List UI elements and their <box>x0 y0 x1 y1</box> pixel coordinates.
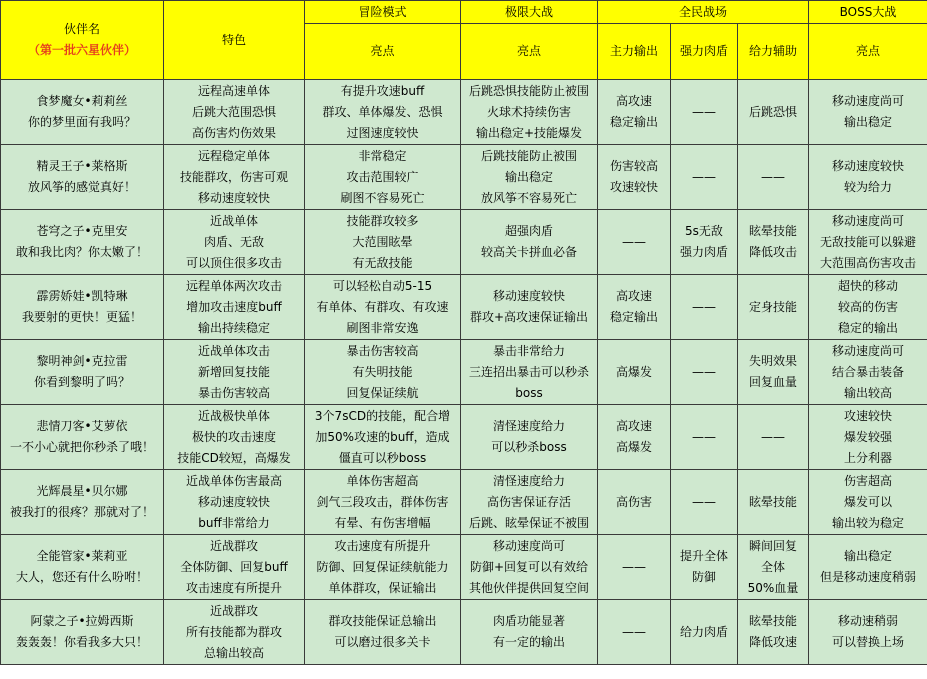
cell-line: —— <box>692 299 716 314</box>
cell-line: 高伤害 <box>615 494 652 509</box>
cell-line: 爆发较强 <box>844 429 893 444</box>
cell-line: 黎明神剑•克拉雷 <box>36 354 128 368</box>
support-cell <box>738 340 809 405</box>
cell-line: 暴击非常给力 <box>492 343 565 358</box>
cell-line: 肉盾功能显著 <box>492 614 565 628</box>
cell-line: —— <box>692 429 716 444</box>
cell-line: 移动速度较快 <box>197 190 270 205</box>
cell-line: 移动速度尚可 <box>492 538 565 553</box>
feature-cell <box>164 600 305 665</box>
cell-line: 降低攻击 <box>749 245 798 259</box>
table-row <box>1 535 927 600</box>
cell-line: buff非常给力 <box>198 515 270 530</box>
cell-line: 被我打的很疼？那就对了！ <box>9 505 154 519</box>
main-output-cell <box>598 470 671 535</box>
support-cell <box>738 80 809 145</box>
cell-line: 大范围眩晕 <box>352 234 413 249</box>
cell-line: 攻速较快 <box>609 180 658 194</box>
cell-line: 近战单体 <box>209 213 258 228</box>
cell-line: 单体群攻，保证输出 <box>328 580 437 595</box>
cell-line: 近战单体伤害最高 <box>185 473 282 488</box>
cell-line: 移动速度尚可 <box>832 343 905 358</box>
cell-line: 移动速度尚可 <box>832 94 905 108</box>
cell-line: 一不小心就把你秒杀了哦！ <box>9 440 154 454</box>
boss-highlight-cell <box>809 210 927 275</box>
tank-cell <box>671 600 738 665</box>
tank-cell <box>671 470 738 535</box>
adventure-highlight-cell <box>305 470 461 535</box>
all-battle-header: 全民战场 <box>598 1 809 24</box>
cell-line: 移动速稍弱 <box>838 614 899 628</box>
extreme-highlight-cell <box>461 145 598 210</box>
cell-line: 你看到黎明了吗？ <box>33 375 130 389</box>
cell-line: 眩晕技能 <box>749 224 798 238</box>
main-output-cell <box>598 275 671 340</box>
adventure-highlight-cell <box>305 340 461 405</box>
cell-line: 后跳恐惧 <box>749 104 798 119</box>
cell-line: 增加攻击速度buff <box>186 299 282 314</box>
cell-line: 后跳恐惧技能防止被围 <box>468 83 589 98</box>
cell-line: 轰轰轰！你看我多大只！ <box>15 635 148 649</box>
adventure-highlight-cell <box>305 600 461 665</box>
cell-line: 伤害较高 <box>609 159 658 173</box>
cell-line: 防御、回复保证续航能力 <box>316 559 449 574</box>
cell-line: 提升全体 <box>679 549 728 563</box>
partner-name-header-subtitle: （第一批六星伙伴） <box>27 43 136 57</box>
cell-line: 剑气三段攻击，群体伤害 <box>316 494 449 509</box>
table-body <box>1 80 927 665</box>
boss-highlight-cell <box>809 340 927 405</box>
cell-line: 近战群攻 <box>209 538 258 553</box>
cell-line: 输出稳定 <box>844 115 893 129</box>
cell-line: 全体防御、回复buff <box>180 559 288 574</box>
boss-highlight-cell <box>809 145 927 210</box>
cell-line: 其他伙伴提供回复空间 <box>468 580 589 595</box>
boss-battle-header: BOSS大战 <box>809 1 927 24</box>
support-cell <box>738 600 809 665</box>
cell-line: 5s无敌 <box>685 224 723 238</box>
cell-line: 失明效果 <box>749 354 798 368</box>
cell-line: 肉盾、无敌 <box>203 234 264 249</box>
adventure-highlight-cell <box>305 275 461 340</box>
cell-line: 有晕、有伤害增幅 <box>334 515 431 530</box>
cell-line: 输出稳定 <box>504 169 553 184</box>
feature-header: 特色 <box>164 1 305 80</box>
cell-line: 移动速度较快 <box>197 494 270 509</box>
cell-line: 高攻速 <box>615 94 652 108</box>
cell-line: 瞬间回复 <box>749 538 798 553</box>
boss-highlight-cell <box>809 470 927 535</box>
partner-name-header <box>1 1 164 80</box>
cell-line: 降低攻速 <box>749 635 798 649</box>
partner-name-cell <box>1 470 164 535</box>
cell-line: 输出稳定+技能爆发 <box>475 125 583 140</box>
cell-line: 近战单体攻击 <box>197 343 270 358</box>
cell-line: 极快的攻击速度 <box>191 429 276 444</box>
cell-line: 高攻速 <box>615 289 652 303</box>
main-output-cell <box>598 340 671 405</box>
cell-line: 有一定的输出 <box>492 635 565 649</box>
cell-line: 攻击速度有所提升 <box>334 538 431 553</box>
partner-name-cell <box>1 275 164 340</box>
cell-line: 敢和我比肉？你太嫩了！ <box>15 245 148 259</box>
table-row <box>1 600 927 665</box>
cell-line: 你的梦里面有我吗？ <box>27 115 136 129</box>
cell-line: 回复保证续航 <box>346 385 419 400</box>
cell-line: 高伤害灼伤效果 <box>191 125 276 140</box>
cell-line: —— <box>692 169 716 184</box>
cell-line: 近战群攻 <box>209 603 258 618</box>
cell-line: —— <box>761 169 785 184</box>
cell-line: 可以顶住很多攻击 <box>185 255 282 270</box>
cell-line: 防御 <box>691 570 716 584</box>
boss-highlight-cell <box>809 600 927 665</box>
partner-name-cell <box>1 405 164 470</box>
cell-line: 给力肉盾 <box>679 624 728 639</box>
cell-line: 50%血量 <box>747 580 799 595</box>
adventure-highlight-cell <box>305 210 461 275</box>
cell-line: 苍穹之子•克里安 <box>36 224 128 238</box>
feature-cell <box>164 210 305 275</box>
cell-line: —— <box>692 364 716 379</box>
partner-name-cell <box>1 535 164 600</box>
cell-line: 暴击伤害较高 <box>346 343 419 358</box>
support-cell <box>738 535 809 600</box>
feature-cell <box>164 535 305 600</box>
tank-cell <box>671 80 738 145</box>
tank-cell <box>671 145 738 210</box>
cell-line: 单体伤害超高 <box>346 473 419 488</box>
main-output-cell <box>598 600 671 665</box>
extreme-highlight-header: 亮点 <box>461 24 598 80</box>
cell-line: 有无敌技能 <box>352 255 413 270</box>
cell-line: 超快的移动 <box>838 278 899 293</box>
cell-line: 新增回复技能 <box>197 364 270 379</box>
cell-line: 过图速度较快 <box>346 125 419 140</box>
cell-line: 全能管家•莱莉亚 <box>36 549 128 563</box>
cell-line: 所有技能都为群攻 <box>185 624 282 639</box>
cell-line: 火球术持续伤害 <box>486 104 571 119</box>
cell-line: 眩晕技能 <box>749 494 798 509</box>
cell-line: 攻击范围较广 <box>346 169 419 184</box>
tank-header: 强力肉盾 <box>671 24 738 80</box>
cell-line: 结合暴击装备 <box>832 364 905 379</box>
cell-line: 移动速度较快 <box>832 159 905 173</box>
cell-line: 技能群攻较多 <box>346 213 419 228</box>
main-output-cell <box>598 210 671 275</box>
cell-line: 后跳技能防止被围 <box>480 148 577 163</box>
adventure-mode-header: 冒险模式 <box>305 1 461 24</box>
cell-line: 伤害超高 <box>844 473 893 488</box>
cell-line: 加50%攻速的buff，造成 <box>315 429 450 444</box>
partner-name-cell <box>1 600 164 665</box>
cell-line: —— <box>622 559 646 574</box>
adventure-highlight-cell <box>305 405 461 470</box>
extreme-battle-header: 极限大战 <box>461 1 598 24</box>
cell-line: 群攻、单体爆发、恐惧 <box>322 104 443 119</box>
main-output-header: 主力输出 <box>598 24 671 80</box>
adventure-highlight-header: 亮点 <box>305 24 461 80</box>
support-cell <box>738 275 809 340</box>
tank-cell <box>671 210 738 275</box>
extreme-highlight-cell <box>461 405 598 470</box>
cell-line: 定身技能 <box>749 299 798 314</box>
partner-name-cell <box>1 145 164 210</box>
extreme-highlight-cell <box>461 210 598 275</box>
partner-name-cell <box>1 340 164 405</box>
table-row <box>1 145 927 210</box>
cell-line: 技能CD较短，高爆发 <box>177 450 291 465</box>
cell-line: 3个7sCD的技能，配合增 <box>314 408 451 423</box>
adventure-highlight-cell <box>305 80 461 145</box>
cell-line: 无敌技能可以躲避 <box>820 234 917 249</box>
cell-line: 高攻速 <box>615 419 652 433</box>
cell-line: 刷图非常安逸 <box>346 320 419 335</box>
boss-highlight-cell <box>809 275 927 340</box>
extreme-highlight-cell <box>461 275 598 340</box>
cell-line: 移动速度尚可 <box>832 213 905 228</box>
support-cell <box>738 405 809 470</box>
boss-highlight-cell <box>809 405 927 470</box>
cell-line: 放风筝不容易死亡 <box>480 190 577 205</box>
cell-line: 较高关卡拼血必备 <box>480 245 577 259</box>
cell-line: 非常稳定 <box>358 148 407 163</box>
cell-line: 刷图不容易死亡 <box>340 190 425 205</box>
cell-line: 僵直可以秒boss <box>338 450 427 465</box>
cell-line: 霹雳娇娃•凯特琳 <box>36 289 128 303</box>
feature-cell <box>164 275 305 340</box>
cell-line: 可以轻松自动5-15 <box>332 278 433 293</box>
table-row <box>1 210 927 275</box>
main-output-cell <box>598 405 671 470</box>
adventure-highlight-cell <box>305 535 461 600</box>
cell-line: 稳定的输出 <box>838 320 899 335</box>
cell-line: 三连招出暴击可以秒杀 <box>468 364 589 379</box>
cell-line: 高爆发 <box>615 440 652 454</box>
cell-line: 阿蒙之子•拉姆西斯 <box>30 614 134 628</box>
extreme-highlight-cell <box>461 340 598 405</box>
feature-cell <box>164 470 305 535</box>
cell-line: 大人，您还有什么吩咐！ <box>15 570 148 584</box>
cell-line: 眩晕技能 <box>749 614 798 628</box>
cell-line: 放风筝的感觉真好！ <box>27 180 136 194</box>
cell-line: —— <box>692 494 716 509</box>
feature-cell <box>164 80 305 145</box>
feature-cell <box>164 340 305 405</box>
cell-line: 后跳大范围恐惧 <box>191 104 276 119</box>
cell-line: 稳定输出 <box>609 115 658 129</box>
cell-line: 清怪速度给力 <box>492 473 565 488</box>
extreme-highlight-cell <box>461 600 598 665</box>
extreme-highlight-cell <box>461 80 598 145</box>
tank-cell <box>671 405 738 470</box>
tank-cell <box>671 535 738 600</box>
cell-line: 远程稳定单体 <box>197 148 270 163</box>
cell-line: 悲情刀客•艾萝依 <box>36 419 128 433</box>
cell-line: 有单体、有群攻、有攻速 <box>316 299 449 314</box>
cell-line: —— <box>622 624 646 639</box>
cell-line: 但是移动速度稍弱 <box>820 570 917 584</box>
cell-line: 后跳、眩晕保证不被围 <box>468 515 589 530</box>
cell-line: 食梦魔女•莉莉丝 <box>36 94 128 108</box>
cell-line: 有提升攻速buff <box>340 83 425 98</box>
cell-line: 攻击速度有所提升 <box>185 580 282 595</box>
adventure-highlight-cell <box>305 145 461 210</box>
cell-line: 全体 <box>761 559 786 574</box>
support-cell <box>738 145 809 210</box>
cell-line: 有失明技能 <box>352 364 413 379</box>
feature-cell <box>164 145 305 210</box>
cell-line: boss <box>515 385 543 400</box>
table-row <box>1 80 927 145</box>
cell-line: 可以秒杀boss <box>491 440 567 454</box>
cell-line: 超强肉盾 <box>504 224 553 238</box>
table-row <box>1 470 927 535</box>
cell-line: 近战极快单体 <box>197 408 270 423</box>
cell-line: —— <box>761 429 785 444</box>
cell-line: 稳定输出 <box>609 310 658 324</box>
partner-name-cell <box>1 210 164 275</box>
cell-line: 防御+回复可以有效给 <box>469 559 589 574</box>
cell-line: 群攻技能保证总输出 <box>328 614 437 628</box>
cell-line: 暴击伤害较高 <box>197 385 270 400</box>
main-output-cell <box>598 145 671 210</box>
cell-line: 移动速度较快 <box>492 289 565 303</box>
cell-line: 远程高速单体 <box>197 83 270 98</box>
cell-line: 输出较为稳定 <box>832 515 905 530</box>
boss-highlight-header: 亮点 <box>809 24 927 80</box>
table-row <box>1 340 927 405</box>
cell-line: —— <box>692 104 716 119</box>
cell-line: 高伤害保证存活 <box>486 494 571 509</box>
extreme-highlight-cell <box>461 535 598 600</box>
cell-line: 高爆发 <box>615 364 652 379</box>
support-cell <box>738 210 809 275</box>
cell-line: 大范围高伤害攻击 <box>820 255 917 270</box>
tank-cell <box>671 340 738 405</box>
cell-line: 回复血量 <box>749 375 798 389</box>
tank-cell <box>671 275 738 340</box>
cell-line: 较高的伤害 <box>838 299 899 314</box>
cell-line: 输出稳定 <box>844 549 893 563</box>
cell-line: 输出持续稳定 <box>197 320 270 335</box>
partner-name-cell <box>1 80 164 145</box>
cell-line: 爆发可以 <box>844 494 893 509</box>
feature-cell <box>164 405 305 470</box>
cell-line: —— <box>622 234 646 249</box>
cell-line: 较为给力 <box>844 180 893 194</box>
cell-line: 可以替换上场 <box>832 635 905 649</box>
cell-line: 精灵王子•莱格斯 <box>36 159 128 173</box>
table-row <box>1 405 927 470</box>
cell-line: 远程单体两次攻击 <box>185 278 282 293</box>
cell-line: 我要射的更快！更猛！ <box>21 310 142 324</box>
boss-highlight-cell <box>809 535 927 600</box>
cell-line: 群攻+高攻速保证输出 <box>469 310 589 324</box>
cell-line: 上分利器 <box>844 450 893 465</box>
support-cell <box>738 470 809 535</box>
extreme-highlight-cell <box>461 470 598 535</box>
cell-line: 可以磨过很多关卡 <box>334 635 431 649</box>
cell-line: 强力肉盾 <box>679 245 728 259</box>
support-header: 给力辅助 <box>738 24 809 80</box>
cell-line: 总输出较高 <box>203 645 264 660</box>
table-row <box>1 275 927 340</box>
cell-line: 技能群攻，伤害可观 <box>179 169 288 184</box>
main-output-cell <box>598 535 671 600</box>
cell-line: 光辉晨星•贝尔娜 <box>36 484 128 498</box>
partner-name-header-title: 伙伴名 <box>63 22 100 36</box>
cell-line: 清怪速度给力 <box>492 419 565 433</box>
boss-highlight-cell <box>809 80 927 145</box>
cell-line: 攻速较快 <box>844 408 893 423</box>
main-output-cell <box>598 80 671 145</box>
cell-line: 输出较高 <box>844 385 893 400</box>
